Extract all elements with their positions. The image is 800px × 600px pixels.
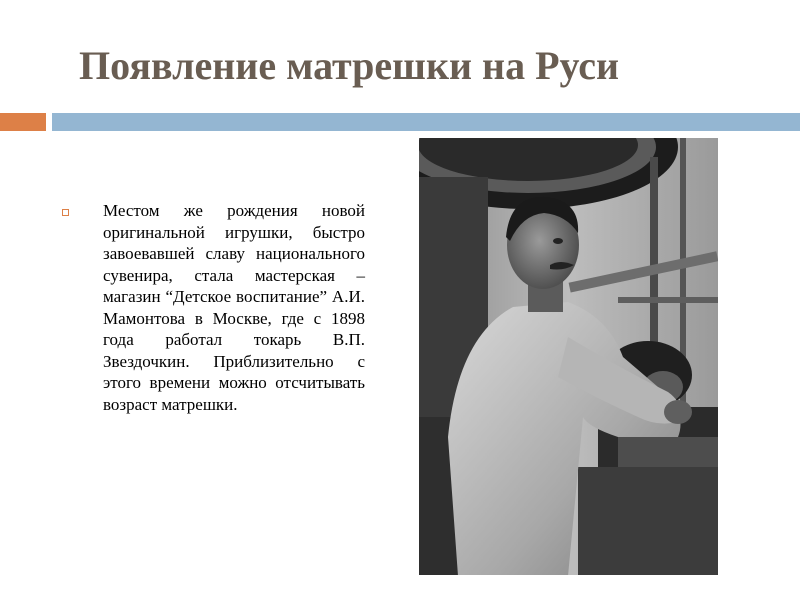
- accent-bar-orange: [0, 113, 46, 131]
- accent-bar-blue: [52, 113, 800, 131]
- slide-title: Появление матрешки на Руси: [79, 43, 620, 88]
- body-paragraph: Местом же рождения новой оригинальной игрушки, быстро завоевавшей славу национального сувенира, стала мастерская – магазин “Детское воспитание” А.И. Мамонтова в Москве, где с 1898 года работал токарь В.П. Звездочкин. Приблизительно с этого времени можно отсчитывать возраст матрешки.: [103, 201, 365, 414]
- historical-photo: [418, 137, 719, 576]
- bullet-square-icon: [62, 209, 69, 216]
